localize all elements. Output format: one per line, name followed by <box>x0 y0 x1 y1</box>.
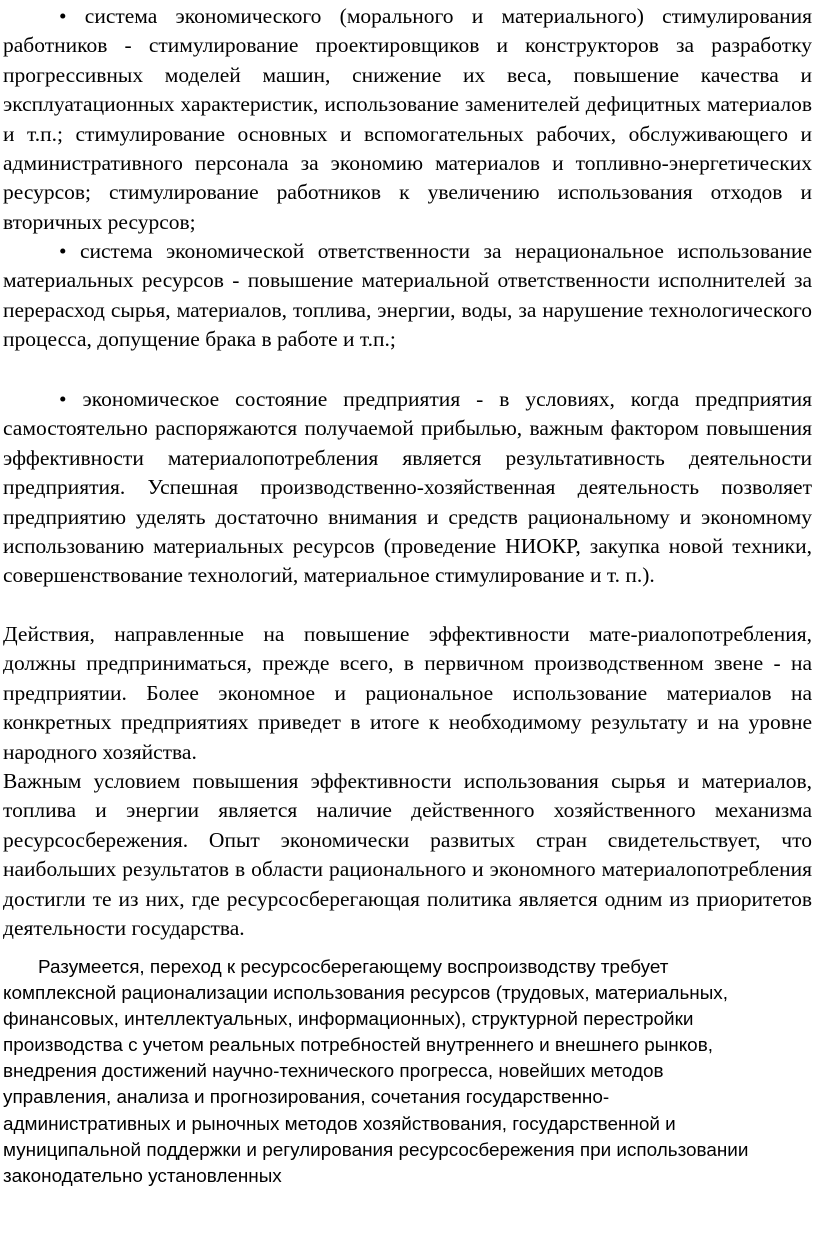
paragraph-primary-production-actions <box>0 620 816 767</box>
bullet-material-incentives <box>0 2 816 237</box>
paragraph-resource-saving-mechanism <box>0 767 816 943</box>
paragraph-text: • экономическое состояние предприятия - в условиях, когда предприятия самостоятельно распоряжаются получаемой прибылью, важным фактором повышения эффективности материалопотребления является результативность деятельности предприятия. Успешная производственно-хозяйственная деятельность позволяет предприятию уделять достаточно внимания и средств рациональному и экономному использованию материальных ресурсов (проведение НИОКР, закупка новой техники, совершенствование технологий, материальное стимулирование и т. п.). <box>3 387 812 588</box>
paragraph-text: Действия, направленные на повышение эффективности мате-риалопотребления, должны предприниматься, прежде всего, в первичном производственном звене - на предприятии. Более экономное и рациональное использование материалов на конкретных предприятиях приведет в итоге к необходимому результату и на уровне народного хозяйства. <box>3 622 812 764</box>
paragraph-text: • система экономического (морального и материального) стимулирования работников - стимулирование проектировщиков и конструкторов за разработку прогрессивных моделей машин, снижение их веса, повышение качества и эксплуатационных характеристик, использование заменителей дефицитных материалов и т.п.; стимулирование основных и вспомогательных рабочих, обслуживающего и административного персонала за экономию материалов и топливно-энергетических ресурсов; стимулирование работников к увеличению использования отходов и вторичных ресурсов; <box>3 4 812 234</box>
bullet-enterprise-economic-state <box>0 385 816 591</box>
paragraph-text: Важным условием повышения эффективности использования сырья и материалов, топлива и энергии является наличие действенного хозяйственного механизма ресурсосбережения. Опыт экономически развитых стран свидетельствует, что наибольших результатов в области рационального и экономного материалопотребления достигли те из них, где ресурсосберегающая политика является одним из приоритетов деятельности государства. <box>3 769 812 941</box>
paragraph-resource-saving-reproduction: Разумеется, переход к ресурсосберегающему воспроизводству требует комплексной рационализации использования ресурсов (трудовых, материальных, финансовых, интеллектуальных, информационных), структурной перестройки производства с учетом реальных потребностей внутреннего и внешнего рынков, внедрения достижений научно-технического прогресса, новейших методов управления, анализа и прогнозирования, сочетания государственно-административных и рыночных методов хозяйствования, государственной и муниципальной поддержки и регулирования ресурсосбережения при использовании законодательно установленных <box>3 957 749 1187</box>
paragraph-text: • система экономической ответственности за нерациональное использование материальных ресурсов - повышение материальной ответственности исполнителей за перерасход сырья, материалов, топлива, энергии, воды, за нарушение технологического процесса, допущение брака в работе и т.п.; <box>3 239 812 352</box>
bullet-economic-responsibility <box>0 237 816 355</box>
